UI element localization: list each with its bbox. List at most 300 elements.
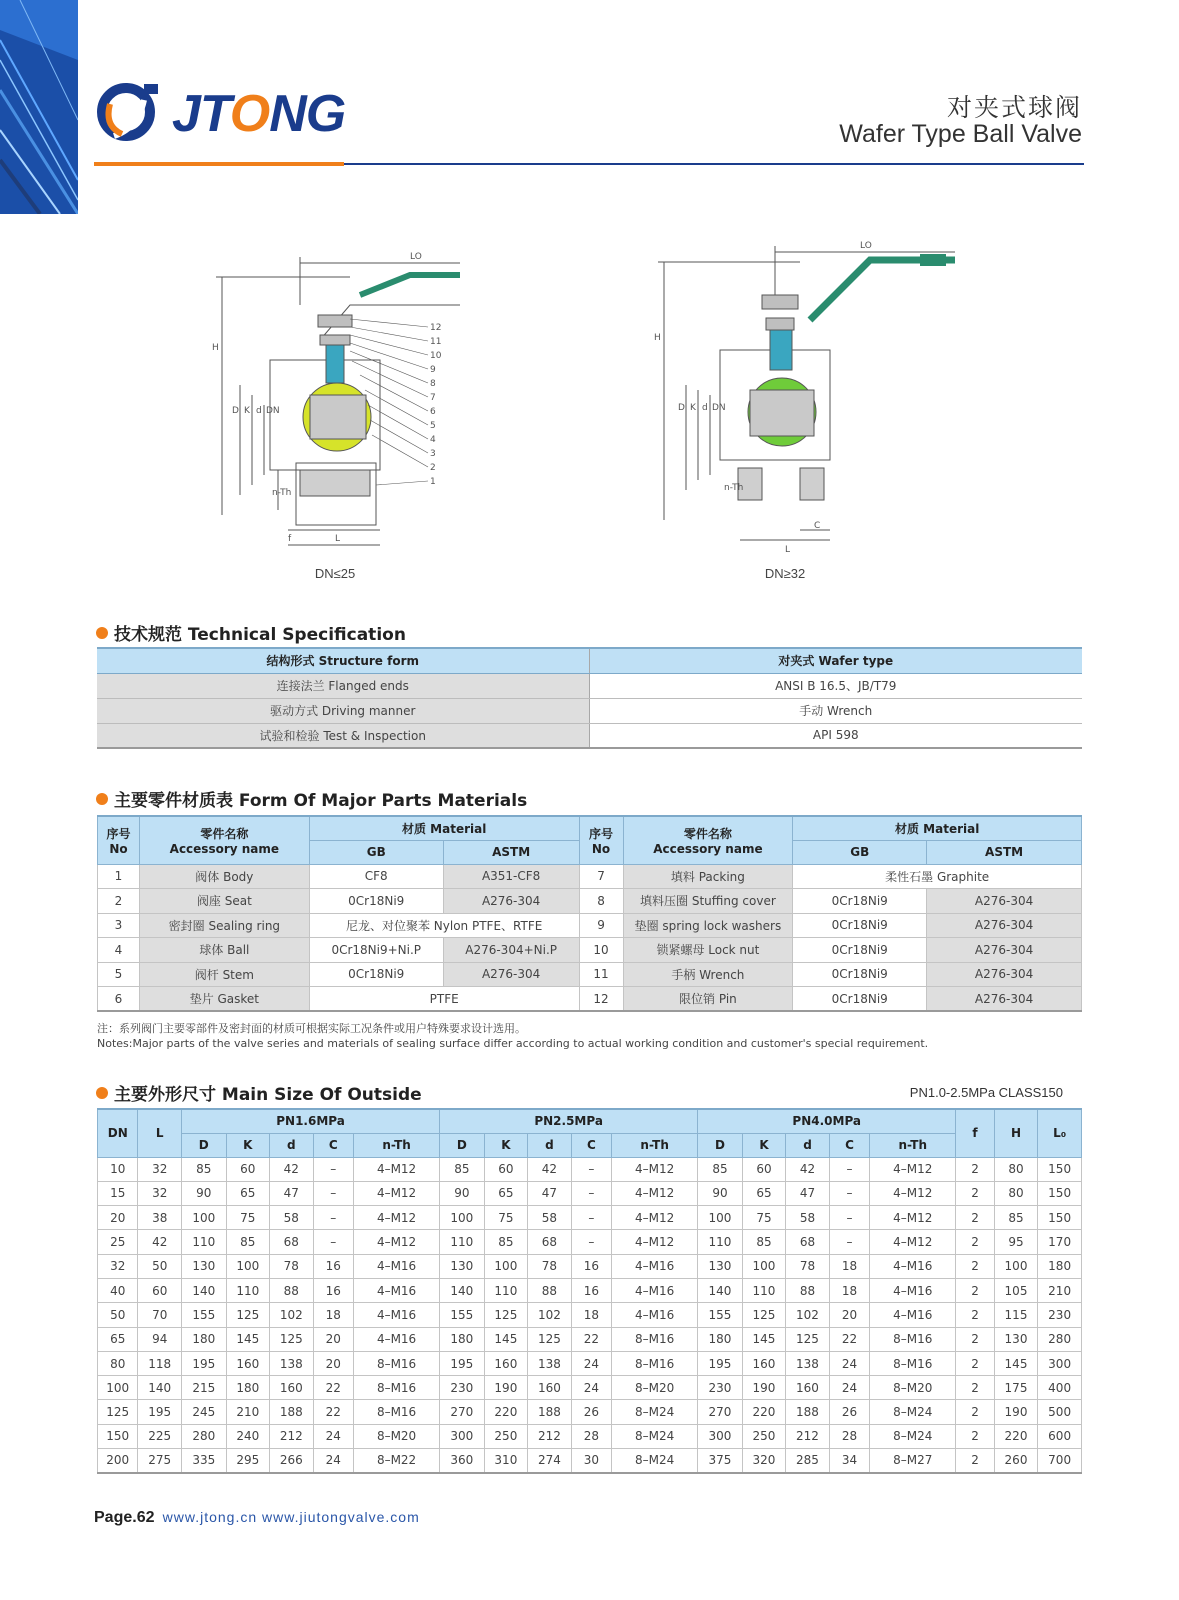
svg-text:12: 12	[430, 323, 442, 333]
table-cell: 78	[786, 1254, 830, 1278]
table-cell: 4–M12	[612, 1230, 698, 1254]
part-name: 填料压圈 Stuffing cover	[623, 889, 793, 914]
part-name: 手柄 Wrench	[623, 962, 793, 987]
table-row	[98, 1206, 1082, 1230]
part-gb: 0Cr18Ni9	[793, 987, 927, 1012]
table-cell: 8–M16	[354, 1351, 440, 1375]
svg-text:L: L	[335, 534, 341, 544]
part-no: 1	[98, 864, 140, 889]
part-no: 6	[98, 987, 140, 1012]
part-astm: A276-304	[443, 962, 579, 987]
table-cell: 4–M12	[870, 1230, 956, 1254]
table-cell: 58	[528, 1206, 572, 1230]
part-material: 尼龙、对位聚苯 Nylon PTFE、RTFE	[309, 913, 579, 938]
part-material: PTFE	[309, 987, 579, 1012]
table-row	[98, 1303, 1082, 1327]
table-cell: 50	[138, 1254, 182, 1278]
table-cell: 2	[956, 1424, 994, 1448]
part-astm: A276-304+Ni.P	[443, 938, 579, 963]
table-cell: –	[571, 1181, 611, 1205]
brand-wordmark: JTONG	[172, 85, 346, 143]
table-cell: 8–M16	[354, 1400, 440, 1424]
table-cell: 110	[698, 1230, 743, 1254]
svg-text:D: D	[232, 406, 239, 416]
table-cell: 500	[1038, 1400, 1082, 1424]
table-cell: 47	[270, 1181, 314, 1205]
table-cell: 130	[698, 1254, 743, 1278]
table-cell: 125	[270, 1327, 314, 1351]
table-cell: 42	[138, 1230, 182, 1254]
table-cell: 8–M24	[612, 1424, 698, 1448]
table-cell: 4–M16	[354, 1327, 440, 1351]
table-cell: 4–M12	[870, 1206, 956, 1230]
svg-text:n-Th: n-Th	[724, 483, 744, 493]
table-cell: 85	[994, 1206, 1038, 1230]
part-gb: 0Cr18Ni9	[309, 889, 443, 914]
col-name: 零件名称 Accessory name	[623, 816, 793, 864]
table-cell: 212	[528, 1424, 572, 1448]
table-cell: 220	[484, 1400, 528, 1424]
table-cell: 180	[226, 1376, 270, 1400]
table-cell: 188	[270, 1400, 314, 1424]
table-cell: 90	[698, 1181, 743, 1205]
table-cell: 170	[1038, 1230, 1082, 1254]
table-cell: 4–M12	[612, 1157, 698, 1181]
col-k: K	[742, 1133, 786, 1157]
part-no: 9	[579, 913, 623, 938]
table-cell: 20	[313, 1351, 353, 1375]
table-cell: 180	[698, 1327, 743, 1351]
valve-drawing-large	[650, 240, 960, 560]
table-cell: 110	[484, 1278, 528, 1302]
table-cell: 34	[829, 1449, 869, 1473]
table-cell: 400	[1038, 1376, 1082, 1400]
table-cell: 2	[956, 1181, 994, 1205]
table-cell: 4–M12	[354, 1157, 440, 1181]
table-cell: 195	[182, 1351, 227, 1375]
jtong-logo-icon	[94, 80, 164, 142]
table-cell: 94	[138, 1327, 182, 1351]
table-cell: 102	[270, 1303, 314, 1327]
svg-text:L: L	[785, 545, 791, 555]
table-cell: 160	[786, 1376, 830, 1400]
table-cell: –	[571, 1206, 611, 1230]
bullet-icon	[96, 1087, 108, 1099]
part-name: 球体 Ball	[139, 938, 309, 963]
table-cell: 160	[528, 1376, 572, 1400]
table-cell: 125	[528, 1327, 572, 1351]
part-name: 垫片 Gasket	[139, 987, 309, 1012]
col-c: C	[313, 1133, 353, 1157]
table-cell: 58	[270, 1206, 314, 1230]
part-no: 4	[98, 938, 140, 963]
table-cell: 4–M16	[612, 1303, 698, 1327]
table-cell: 4–M16	[354, 1303, 440, 1327]
table-cell: 68	[270, 1230, 314, 1254]
part-name: 阀体 Body	[139, 864, 309, 889]
col-l: L	[138, 1109, 182, 1157]
svg-text:f: f	[288, 534, 292, 544]
table-cell: 145	[994, 1351, 1038, 1375]
table-cell: 8–M16	[870, 1351, 956, 1375]
table-cell: 150	[1038, 1181, 1082, 1205]
part-astm: A276-304	[927, 938, 1082, 963]
part-no: 10	[579, 938, 623, 963]
table-cell: 2	[956, 1327, 994, 1351]
table-cell: –	[829, 1230, 869, 1254]
col-d: d	[270, 1133, 314, 1157]
table-cell: 80	[994, 1181, 1038, 1205]
table-cell: 80	[994, 1157, 1038, 1181]
table-cell: 155	[182, 1303, 227, 1327]
svg-text:7: 7	[430, 393, 436, 403]
table-cell: 140	[698, 1278, 743, 1302]
table-cell: 10	[98, 1157, 138, 1181]
table-cell: 274	[528, 1449, 572, 1473]
part-astm: A276-304	[927, 913, 1082, 938]
spec-value: API 598	[589, 723, 1082, 748]
page-title-en: Wafer Type Ball Valve	[839, 120, 1082, 148]
dimensions-table	[97, 1108, 1082, 1474]
table-cell: 150	[1038, 1157, 1082, 1181]
group-pn40: PN4.0MPa	[698, 1109, 956, 1133]
table-cell: 4–M12	[612, 1206, 698, 1230]
materials-notes	[97, 1021, 1087, 1051]
part-name: 阀杆 Stem	[139, 962, 309, 987]
table-cell: 220	[994, 1424, 1038, 1448]
table-cell: 360	[440, 1449, 485, 1473]
table-cell: 275	[138, 1449, 182, 1473]
table-cell: 125	[484, 1303, 528, 1327]
table-cell: 16	[571, 1254, 611, 1278]
table-cell: 2	[956, 1303, 994, 1327]
svg-text:d: d	[702, 403, 708, 413]
table-cell: 100	[98, 1376, 138, 1400]
table-cell: 8–M16	[612, 1351, 698, 1375]
table-cell: 125	[98, 1400, 138, 1424]
table-cell: 2	[956, 1230, 994, 1254]
part-no: 2	[98, 889, 140, 914]
svg-text:2: 2	[430, 463, 436, 473]
table-cell: 140	[440, 1278, 485, 1302]
table-cell: 700	[1038, 1449, 1082, 1473]
table-row	[97, 698, 1082, 723]
table-cell: 38	[138, 1206, 182, 1230]
table-row	[98, 962, 1082, 987]
table-cell: 130	[994, 1327, 1038, 1351]
table-row	[98, 1376, 1082, 1400]
col-k: K	[226, 1133, 270, 1157]
table-cell: 4–M12	[354, 1230, 440, 1254]
table-cell: 24	[829, 1351, 869, 1375]
table-cell: 105	[994, 1278, 1038, 1302]
bullet-icon	[96, 793, 108, 805]
table-cell: 4–M12	[870, 1181, 956, 1205]
table-cell: 300	[440, 1424, 485, 1448]
table-cell: 4–M12	[354, 1181, 440, 1205]
page-number: Page.62	[94, 1509, 155, 1526]
part-name: 锁紧螺母 Lock nut	[623, 938, 793, 963]
table-row	[98, 889, 1082, 914]
table-cell: 230	[698, 1376, 743, 1400]
table-cell: 140	[182, 1278, 227, 1302]
col-c: C	[571, 1133, 611, 1157]
table-cell: 270	[698, 1400, 743, 1424]
group-pn16: PN1.6MPa	[182, 1109, 440, 1133]
table-cell: 85	[484, 1230, 528, 1254]
col-nth: n-Th	[870, 1133, 956, 1157]
svg-text:K: K	[690, 403, 696, 413]
col-d: d	[528, 1133, 572, 1157]
dimensions-heading: 主要外形尺寸 Main Size Of Outside	[96, 1080, 422, 1105]
table-cell: 40	[98, 1278, 138, 1302]
col-astm: ASTM	[927, 840, 1082, 864]
materials-table	[97, 815, 1082, 1012]
table-cell: 100	[742, 1254, 786, 1278]
table-cell: 47	[786, 1181, 830, 1205]
table-cell: 188	[528, 1400, 572, 1424]
table-cell: 2	[956, 1254, 994, 1278]
table-cell: 4–M12	[870, 1157, 956, 1181]
table-cell: 110	[440, 1230, 485, 1254]
table-cell: 2	[956, 1351, 994, 1375]
table-cell: –	[313, 1157, 353, 1181]
table-cell: 230	[440, 1376, 485, 1400]
svg-text:LO: LO	[410, 252, 422, 262]
col-nth: n-Th	[612, 1133, 698, 1157]
drawing-caption-large: DN≥32	[764, 566, 806, 581]
table-cell: 300	[1038, 1351, 1082, 1375]
table-cell: 266	[270, 1449, 314, 1473]
table-cell: 2	[956, 1400, 994, 1424]
table-cell: 20	[829, 1303, 869, 1327]
table-row	[98, 864, 1082, 889]
table-cell: 110	[226, 1278, 270, 1302]
table-cell: 8–M27	[870, 1449, 956, 1473]
table-cell: 145	[484, 1327, 528, 1351]
table-row	[98, 1278, 1082, 1302]
table-cell: 8–M24	[612, 1449, 698, 1473]
table-cell: 600	[1038, 1424, 1082, 1448]
table-cell: 16	[571, 1278, 611, 1302]
table-cell: 210	[1038, 1278, 1082, 1302]
table-cell: 60	[742, 1157, 786, 1181]
table-cell: 130	[182, 1254, 227, 1278]
table-cell: 85	[226, 1230, 270, 1254]
table-cell: 32	[138, 1157, 182, 1181]
table-cell: 280	[1038, 1327, 1082, 1351]
table-row	[97, 723, 1082, 748]
brand-logo[interactable]	[94, 80, 364, 142]
col-nth: n-Th	[354, 1133, 440, 1157]
part-material: 柔性石墨 Graphite	[793, 864, 1082, 889]
part-no: 11	[579, 962, 623, 987]
part-gb: 0Cr18Ni9	[793, 962, 927, 987]
table-cell: 85	[742, 1230, 786, 1254]
svg-text:H: H	[654, 333, 661, 343]
table-cell: 22	[829, 1327, 869, 1351]
table-row	[98, 913, 1082, 938]
part-name: 垫圈 spring lock washers	[623, 913, 793, 938]
part-name: 密封圈 Sealing ring	[139, 913, 309, 938]
table-cell: 4–M12	[354, 1206, 440, 1230]
table-cell: 100	[440, 1206, 485, 1230]
col-h: H	[994, 1109, 1038, 1157]
table-cell: 15	[98, 1181, 138, 1205]
table-cell: 78	[528, 1254, 572, 1278]
table-cell: 8–M24	[870, 1424, 956, 1448]
table-cell: 8–M22	[354, 1449, 440, 1473]
table-cell: 2	[956, 1376, 994, 1400]
table-cell: 160	[484, 1351, 528, 1375]
col-gb: GB	[309, 840, 443, 864]
col-material: 材质 Material	[309, 816, 579, 840]
page-footer	[94, 1509, 420, 1527]
table-cell: 65	[742, 1181, 786, 1205]
table-cell: 8–M24	[612, 1400, 698, 1424]
valve-drawing-small	[200, 245, 460, 560]
table-cell: –	[829, 1181, 869, 1205]
table-cell: 125	[786, 1327, 830, 1351]
table-row	[98, 938, 1082, 963]
table-cell: 90	[440, 1181, 485, 1205]
table-row	[98, 1181, 1082, 1205]
header-divider-accent	[94, 162, 344, 166]
table-cell: 22	[571, 1327, 611, 1351]
table-cell: 110	[182, 1230, 227, 1254]
spec-heading: 技术规范 Technical Specification	[96, 620, 406, 645]
table-cell: 2	[956, 1157, 994, 1181]
table-cell: 188	[786, 1400, 830, 1424]
col-name: 零件名称 Accessory name	[139, 816, 309, 864]
table-cell: 8–M16	[354, 1376, 440, 1400]
table-cell: 4–M16	[870, 1254, 956, 1278]
table-cell: 230	[1038, 1303, 1082, 1327]
table-cell: 85	[440, 1157, 485, 1181]
part-name: 阀座 Seat	[139, 889, 309, 914]
table-cell: 47	[528, 1181, 572, 1205]
svg-text:8: 8	[430, 379, 436, 389]
table-cell: 65	[226, 1181, 270, 1205]
svg-text:LO: LO	[860, 241, 872, 251]
table-cell: 375	[698, 1449, 743, 1473]
spec-value: 手动 Wrench	[589, 698, 1082, 723]
table-cell: –	[571, 1230, 611, 1254]
part-gb: 0Cr18Ni9+Ni.P	[309, 938, 443, 963]
col-d: D	[182, 1133, 227, 1157]
table-cell: 4–M16	[354, 1278, 440, 1302]
table-cell: 215	[182, 1376, 227, 1400]
page-title-cn: 对夹式球阀	[946, 93, 1082, 122]
note-en: Notes:Major parts of the valve series and materials of sealing surface differ according to actual working condition and customer's special requirement.	[97, 1037, 929, 1050]
header-divider	[344, 163, 1084, 165]
svg-text:d: d	[256, 406, 262, 416]
table-cell: 4–M16	[870, 1278, 956, 1302]
table-cell: 28	[829, 1424, 869, 1448]
table-cell: 225	[138, 1424, 182, 1448]
table-cell: –	[571, 1157, 611, 1181]
table-cell: 32	[138, 1181, 182, 1205]
table-cell: 60	[138, 1278, 182, 1302]
table-cell: 20	[313, 1327, 353, 1351]
table-cell: 22	[313, 1376, 353, 1400]
col-material: 材质 Material	[793, 816, 1082, 840]
table-cell: 160	[742, 1351, 786, 1375]
spec-value: ANSI B 16.5、JB/T79	[589, 673, 1082, 698]
table-cell: 85	[182, 1157, 227, 1181]
table-row	[98, 1230, 1082, 1254]
table-cell: 60	[226, 1157, 270, 1181]
table-cell: 88	[528, 1278, 572, 1302]
table-cell: 4–M16	[870, 1303, 956, 1327]
table-cell: 102	[528, 1303, 572, 1327]
part-no: 8	[579, 889, 623, 914]
spec-label: 连接法兰 Flanged ends	[97, 673, 589, 698]
svg-text:4: 4	[430, 435, 436, 445]
part-gb: 0Cr18Ni9	[793, 938, 927, 963]
table-cell: 2	[956, 1278, 994, 1302]
table-cell: 65	[484, 1181, 528, 1205]
table-cell: 190	[742, 1376, 786, 1400]
table-cell: –	[313, 1181, 353, 1205]
table-cell: 115	[994, 1303, 1038, 1327]
part-astm: A276-304	[927, 962, 1082, 987]
group-pn25: PN2.5MPa	[440, 1109, 698, 1133]
table-cell: 270	[440, 1400, 485, 1424]
spec-label: 驱动方式 Driving manner	[97, 698, 589, 723]
col-f: f	[956, 1109, 994, 1157]
table-cell: 24	[313, 1449, 353, 1473]
table-cell: 335	[182, 1449, 227, 1473]
table-cell: 90	[182, 1181, 227, 1205]
svg-text:D: D	[678, 403, 685, 413]
table-cell: 22	[313, 1400, 353, 1424]
table-cell: 100	[182, 1206, 227, 1230]
table-cell: 180	[182, 1327, 227, 1351]
table-cell: 250	[742, 1424, 786, 1448]
table-cell: 260	[994, 1449, 1038, 1473]
part-no: 3	[98, 913, 140, 938]
table-cell: 68	[528, 1230, 572, 1254]
corner-decoration	[0, 0, 78, 214]
table-cell: 220	[742, 1400, 786, 1424]
table-cell: 8–M20	[612, 1376, 698, 1400]
rating-note: PN1.0-2.5MPa CLASS150	[909, 1085, 1063, 1100]
website-links[interactable]: www.jtong.cn www.jiutongvalve.com	[162, 1509, 420, 1525]
table-cell: 26	[571, 1400, 611, 1424]
svg-text:n-Th: n-Th	[272, 488, 292, 498]
table-cell: 25	[98, 1230, 138, 1254]
part-name: 填料 Packing	[623, 864, 793, 889]
table-cell: 118	[138, 1351, 182, 1375]
table-cell: 78	[270, 1254, 314, 1278]
spec-label: 试验和检验 Test & Inspection	[97, 723, 589, 748]
col-k: K	[484, 1133, 528, 1157]
table-cell: 285	[786, 1449, 830, 1473]
table-cell: 295	[226, 1449, 270, 1473]
table-cell: 16	[313, 1254, 353, 1278]
table-cell: 125	[226, 1303, 270, 1327]
bullet-icon	[96, 627, 108, 639]
col-c: C	[829, 1133, 869, 1157]
table-cell: 130	[440, 1254, 485, 1278]
table-cell: 4–M16	[612, 1278, 698, 1302]
table-cell: 180	[440, 1327, 485, 1351]
table-cell: 150	[98, 1424, 138, 1448]
table-cell: 8–M16	[612, 1327, 698, 1351]
table-row	[98, 1327, 1082, 1351]
table-cell: 145	[742, 1327, 786, 1351]
